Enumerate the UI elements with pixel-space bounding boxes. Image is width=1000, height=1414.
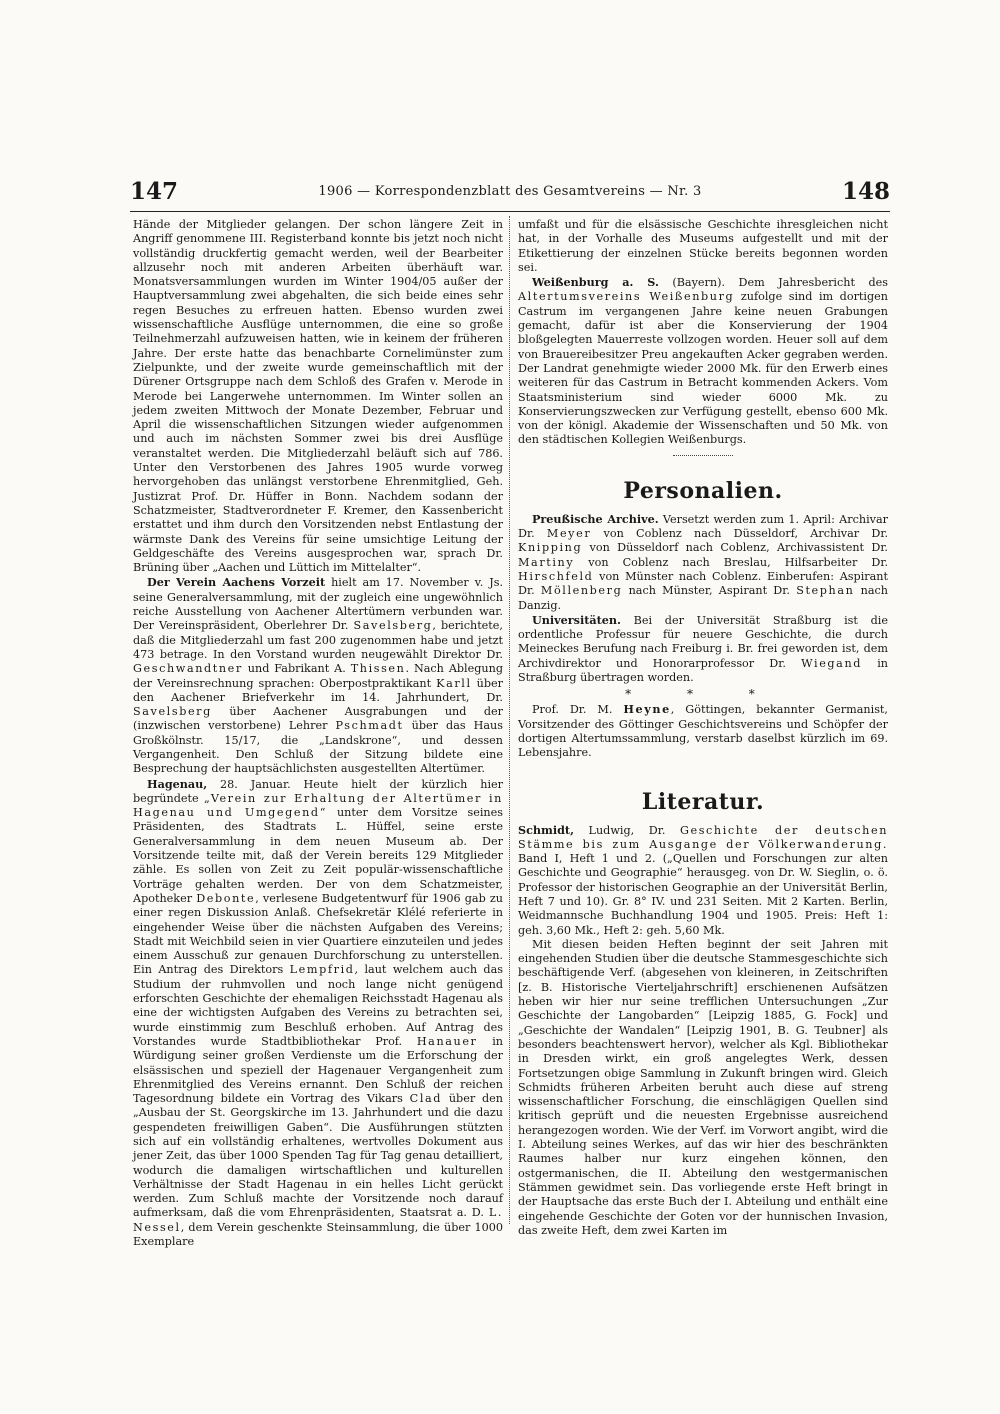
society-name: „Verein zur Erhaltung der Altertümer in Hagenau und Umgegend“: [133, 791, 503, 820]
text-run: hielt am 17. November v. Js. seine Generalversammlung, mit der zugleich eine ungewöhnlich reiche Ausstellung von Aachener Altertümern verbunden war. Der Vereinspräsident, Oberlehrer Dr.: [133, 576, 504, 633]
text-run: über den Aachener Briefverkehr im 14. Jahrhundert, Dr.: [133, 676, 503, 704]
section-divider: [673, 455, 733, 456]
person-name: Thissen: [350, 662, 406, 676]
text-run: zufolge sind im dortigen Castrum im vergangenen Jahre keine neuen Grabungen gemacht, dafür ist aber die Konservierung der 1904 bloßgelegten Mauerreste vollzogen worden. Heuer soll auf dem von Brauereibesitzer Preu angekauften Acker gegraben werden. Der Landrat genehmigte wieder 2000 Mk. für den Erwerb eines weiteren für das Castrum in Betracht kommenden Ackers. Vom Staatsministerium sind wieder 6000 Mk. zu Konservierungszwecken zur Verfügung gestellt, ebenso 600 Mk. von der königl. Akademie der Wissenschaften und 50 Mk. von den städtischen Kollegien Weißenburgs.: [518, 290, 888, 447]
person-name: Knipping: [518, 541, 583, 555]
paragraph-lead: Der Verein Aachens Vorzeit: [147, 575, 326, 590]
text-run: nach Münster, Aspirant Dr.: [622, 584, 797, 598]
paragraph-lead: Weißenburg a. S.: [532, 275, 659, 290]
person-name: Pschmadt: [335, 719, 404, 733]
person-name: Clad: [409, 1092, 443, 1106]
text-run: in Straßburg übertragen worden.: [518, 656, 888, 685]
right-column: [518, 218, 888, 1238]
text-run: über das Haus Großkölnstr. 15/17, die „Landskrone“, und dessen Vergangenheit. Den Schluß der Sitzung bildete eine Besprechung der hauptsächlichsten ausgestellten Altertümer.: [133, 719, 504, 776]
text-run: , laut welchem auch das Studium der ruhmvollen und noch lange nicht genügend erforschten Geschichte der ehemaligen Reichsstadt Hagenau als eine der wichtigsten Aufgaben des Vereins zu betrachten sei, wurde einstimmig zum Beschluß erhoben. Auf Antrag des Vorstandes wurde Stadtbibliothekar Prof.: [133, 963, 504, 1048]
paragraph-archive: [518, 512, 888, 613]
person-name: Debonte: [196, 891, 256, 905]
text-run: über Aachener Ausgrabungen und der (inzwischen verstorbene) Lehrer: [133, 705, 503, 733]
paragraph: Hände der Mitglieder gelangen. Der schon längere Zeit in Angriff genommene III. Registerband konnte bis jetzt noch nicht vollständig druckfertig gemacht werden, weil der Bearbeiter allzusehr noch mit anderen Arbeiten überhäuft war. Monatsversammlungen wurden im Winter 1904/05 außer der Hauptversammlung zwei abgehalten, die sich beide eines sehr regen Besuches zu erfreuen hatten. Ebenso wurden zwei wissenschaftliche Ausflüge unternommen, die eine so große Teilnehmerzahl aufzuweisen hatten, wie in keinem der früheren Jahre. Der erste hatte das benachbarte Cornelimünster zum Zielpunkte, und der zweite wurde gemeinschaftlich mit der Dürener Ortsgruppe nach dem Schloß des Grafen v. Merode in Merode bei Langerwehe unternommen. Im Winter sollen an jedem zweiten Mittwoch der Monate Dezember, Februar und April die wissenschaftlichen Sitzungen wieder aufgenommen und auch im nächsten Sommer zwei bis drei Ausflüge veranstaltet werden. Die Mitgliederzahl beläuft sich auf 786. Unter den Verstorbenen des Jahres 1905 wurde vorweg hervorgehoben das unlängst verstorbene Ehrenmitglied, Geh. Justizrat Prof. Dr. Hüffer in Bonn. Nachdem sodann der Schatzmeister, Stadtverordneter F. Kremer, den Kassenbericht erstattet und ihm durch den Vorsitzenden nebst Entlastung der wärmste Dank des Vereins für seine umsichtige Leitung der Geldgeschäfte des Vereins ausgesprochen war, sprach Dr. Brüning über „Aachen und Lüttich im Mittelalter“.: [133, 218, 503, 575]
person-name: Wiegand: [801, 656, 863, 670]
paragraph: umfaßt und für die elsässische Geschichte ihresgleichen nicht hat, in der Vorhalle des Museums aufgestellt und mit der Etikettierung der einzelnen Stücke bereits begonnen worden sei.: [518, 218, 888, 274]
paragraph-lead: Universitäten.: [532, 612, 621, 627]
running-title: 1906 — Korrespondenzblatt des Gesamtvereins — Nr. 3: [318, 184, 702, 199]
society-name: Altertumsvereins Weißenburg: [518, 290, 735, 304]
person-name: Karll: [436, 676, 472, 690]
text-run: von Düsseldorf nach Coblenz, Archivassistent Dr.: [582, 541, 888, 555]
paragraph-obituary: [518, 702, 888, 760]
text-run: in Würdigung seiner großen Verdienste um die Erforschung der elsässischen und speziell der Hagenauer Vergangenheit zum Ehrenmitglied des Vereins ernannt. Den Schluß der reichen Tagesordnung bildete ein Vortrag des Vikars: [133, 1034, 504, 1106]
person-name: Hanauer: [416, 1034, 478, 1048]
paragraph-lead: Preußische Archive.: [532, 511, 659, 526]
text-run: unter dem Vorsitze seines Präsidenten, des Stadtrats L. Hüffel, seine erste Generalversammlung in dem neuen Museum ab. Der Vorsitzende teilte mit, daß der Verein bereits 129 Mitglieder zähle. Es sollen von Zeit zu Zeit populär-wissenschaftliche Vorträge gehalten werden. Der von dem Schatzmeister, Apotheker: [133, 806, 504, 905]
text-run: nach Danzig.: [518, 584, 889, 612]
author-name: Schmidt,: [518, 822, 574, 837]
person-name: L. Nessel: [133, 1206, 503, 1234]
paragraph-weissenburg: [518, 275, 888, 448]
person-name: Lempfrid: [289, 963, 355, 977]
text-run: Versetzt werden zum 1. April: Archivar Dr.: [518, 512, 888, 541]
page-number-right: 148: [841, 178, 890, 205]
person-name: Martiny: [518, 555, 575, 569]
text-run: , verlesene Budgetentwurf für 1906 gab zu einer regen Diskussion Anlaß. Chefsekretär Klélé referierte in eingehender Weise über die nächsten Aufgaben des Vereins; Stadt mit Weichbild seien in vier Quartiere einzuteilen und jedes einem Ausschuß zur genauen Durchforschung zu unterstellen. Ein Antrag des Direktors: [133, 891, 503, 977]
text-run: von Münster nach Coblenz. Einberufen: Aspirant Dr.: [518, 569, 888, 598]
bibliographic-entry: [518, 823, 888, 938]
text-run: Bei der Universität Straßburg ist die ordentliche Professur für neuere Geschichte, die durch Meineckes Berufung nach Freiburg i. Br. frei geworden ist, dem Archivdirektor und Honorarprofessor Dr.: [518, 613, 888, 670]
page-header: [130, 180, 890, 204]
text-run: Prof. Dr. M.: [532, 703, 624, 717]
asterism: * * *: [625, 687, 781, 702]
paragraph-hagenau: [133, 777, 503, 1250]
person-name: Hirschfeld: [518, 569, 594, 583]
section-heading-literatur: Literatur.: [641, 788, 765, 815]
person-name: Geschwandtner: [133, 662, 243, 676]
text-run: , dem Verein geschenkte Steinsammlung, die über 1000 Exemplare: [133, 1220, 503, 1249]
text-run: , berichtete, daß die Mitgliederzahl um fast 200 zugenommen habe und jetzt 473 betrage. In den Vorstand wurden neugewählt Direktor Dr.: [133, 619, 503, 661]
text-run: von Coblenz nach Düsseldorf, Archivar Dr.: [591, 527, 889, 541]
person-name: Savelsberg: [133, 705, 212, 719]
text-run: . Nach Ablegung der Vereinsrechnung sprachen: Oberpostpraktikant: [133, 662, 503, 690]
text-run: 28. Januar. Heute hielt der kürzlich hier begründete: [133, 777, 503, 805]
text-run: von Coblenz nach Breslau, Hilfsarbeiter Dr.: [574, 555, 888, 569]
left-column: [133, 218, 503, 1249]
person-name: Meyer: [546, 527, 592, 541]
text-run: und Fabrikant A.: [242, 662, 351, 676]
text-run: Ludwig, Dr.: [574, 823, 680, 837]
person-name: Savelsberg: [353, 619, 433, 633]
paragraph-universitaeten: [518, 613, 888, 685]
paragraph-review: Mit diesen beiden Heften beginnt der seit Jahren mit eingehenden Studien über die deutsche Stammesgeschichte sich beschäftigende Verf. (abgesehen von kleineren, in Zeitschriften [z. B. Historische Vierteljahrschrift] erschienenen Aufsätzen heben wir hier nur seine trefflichen Untersuchungen „Zur Geschichte der Langobarden“ [Leipzig 1885, G. Fock] und „Geschichte der Wandalen“ [Leipzig 1901, B. G. Teubner] als besonders beachtenswert hervor), welcher als Kgl. Bibliothekar in Dresden wirkt, ein groß angelegtes Werk, dessen Fortsetzungen obige Sammlung in Zukunft bringen wird. Gleich Schmidts früheren Arbeiten beruht auch diese auf streng wissenschaftlicher Forschung, die einschlägigen Quellen sind kritisch geprüft und die neuesten Ergebnisse ausreichend herangezogen worden. Wie der Verf. im Vorwort angibt, wird die I. Abteilung seines Werkes, auf das wir hier des beschränkten Raumes halber nur kurz eingehen können, den ostgermanischen, die II. Abteilung den westgermanischen Stämmen gewidmet sein. Das vorliegende erste Heft bringt in der Hauptsache das erste Buch der I. Abteilung und enthält eine eingehende Geschichte der Goten vor der hunnischen Invasion, das zweite Heft, dem zwei Karten im: [518, 937, 888, 1237]
page-number-left: 147: [130, 178, 179, 205]
text-run: , Göttingen, bekannter Germanist, Vorsitzender des Göttinger Geschichtsvereins und Schöpfer der dortigen Altertumssammlung, verstarb daselbst kürzlich im 69. Lebensjahre.: [518, 703, 888, 760]
person-name: Stephan: [796, 584, 855, 598]
section-heading-personalien: Personalien.: [623, 477, 783, 504]
person-name: Möllenberg: [540, 584, 623, 598]
text-run: Band I, Heft 1 und 2. („Quellen und Forschungen zur alten Geschichte und Geographie“ herausgeg. von Dr. W. Sieglin, o. ö. Professor der historischen Geographie an der Universität Berlin, Heft 7 und 10). Gr. 8° IV. und 231 Seiten. Mit 2 Karten. Berlin, Weidmannsche Buchhandlung 1904 und 1905. Preis: Heft 1: geh. 3,60 Mk., Heft 2: geh. 5,60 Mk.: [518, 852, 888, 937]
text-run: (Bayern). Dem Jahresbericht des: [658, 276, 888, 290]
person-name: Heyne: [623, 702, 671, 717]
paragraph-aachen: [133, 575, 503, 776]
header-rule: [130, 211, 890, 212]
column-divider: [509, 216, 510, 1224]
book-title: Geschichte der deutschen Stämme bis zum Ausgange der Völkerwanderung.: [518, 823, 888, 851]
paragraph-lead: Hagenau,: [147, 776, 208, 791]
text-run: über den „Ausbau der St. Georgskirche im 13. Jahrhundert und die dazu gespendeten freiwilligen Gaben“. Die Ausführungen stützten sich auf ein vollständig erhaltenes, wertvolles Dokument aus jener Zeit, das über 1000 Spenden Tag für Tag genau detailliert, wodurch die damaligen wirtschaftlichen und kulturellen Verhältnisse der Stadt Hagenau in ein helles Licht gerückt werden. Zum Schluß machte der Vorsitzende noch darauf aufmerksam, daß die vom Ehrenpräsidenten, Staatsrat a. D.: [133, 1092, 503, 1220]
